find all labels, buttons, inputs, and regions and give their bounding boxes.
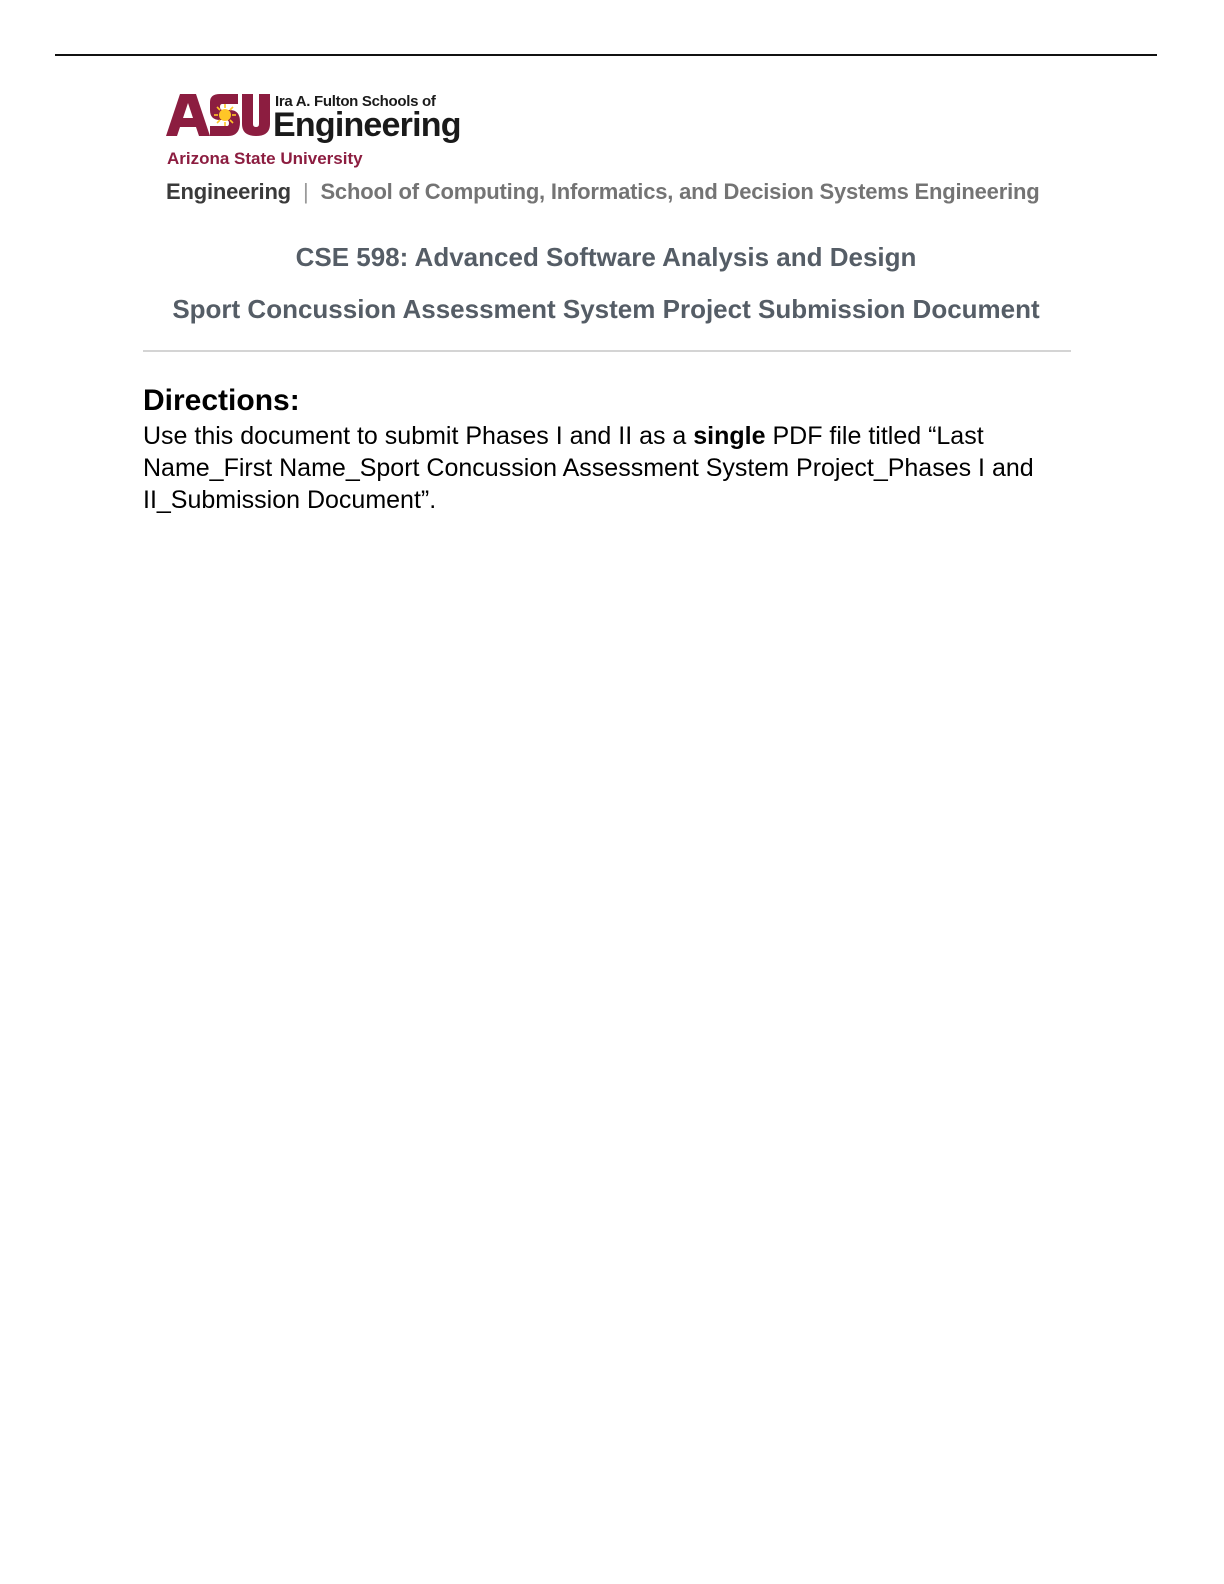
asu-engineering-logo xyxy=(166,92,476,170)
top-rule xyxy=(55,54,1157,56)
logo-university-text: Arizona State University xyxy=(167,149,363,168)
document-title: Sport Concussion Assessment System Project Submission Document xyxy=(172,294,1040,324)
title-divider xyxy=(143,350,1071,352)
unit-school: School of Computing, Informatics, and Decision Systems Engineering xyxy=(320,179,1040,204)
unit-line xyxy=(166,179,1039,205)
logo-school-small-text: Ira A. Fulton Schools of xyxy=(275,93,436,110)
directions-text-bold: single xyxy=(693,422,766,450)
unit-separator: | xyxy=(302,179,309,204)
directions-text-after: PDF file titled “Last Name_First Name_Sport Concussion Assessment System Project_Phases I and II_Submission Document”. xyxy=(143,422,1034,514)
asu-logo-mark xyxy=(166,92,270,138)
course-title: CSE 598: Advanced Software Analysis and Design xyxy=(295,242,917,272)
logo-school-big-text: Engineering xyxy=(273,106,461,144)
directions-paragraph xyxy=(143,420,1043,516)
directions-text-before: Use this document to submit Phases I and II as a xyxy=(143,422,694,450)
unit-primary: Engineering xyxy=(166,179,291,204)
directions-heading: Directions: xyxy=(143,384,300,417)
